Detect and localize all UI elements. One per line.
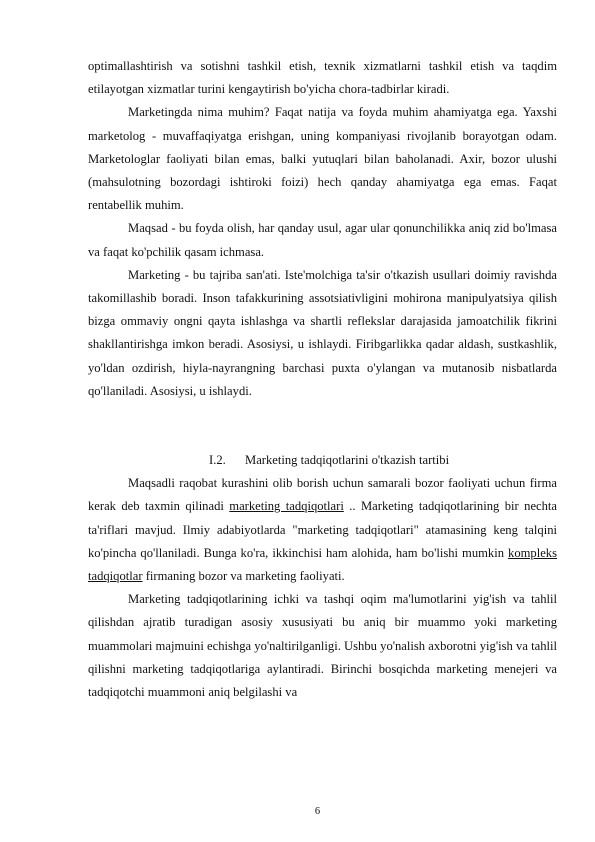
paragraph-text: Maqsadli raqobat kurashini olib borish uchun samarali bozor faoliyati uchun firma kerak deb taxmin qilinadi (88, 476, 557, 514)
paragraph-marketing-importance: Marketingda nima muhim? Faqat natija va foyda muhim ahamiyatga ega. Yaxshi marketolog - muvaffaqiyatga erishgan, uning kompaniyasi rivojlanib borayotgan odam. Marketologlar faoliyati bilan emas, balki yutuqlari bilan baholanadi. Axir, bozor ulushi (mahsulotning bozordagi ishtiroki foizi) hech qanday ahamiyatga ega emas. Faqat rentabellik muhim. (88, 105, 557, 213)
document-body (88, 55, 557, 704)
section-spacer (88, 403, 557, 449)
paragraph-continuation: optimallashtirish va sotishni tashkil etish, texnik xizmatlarni tashkil etish va taqdim etilayotgan xizmatlar turini kengaytirish bo'yicha chora-tadbirlar kiradi. (88, 59, 557, 97)
paragraph-research-feature: Marketing tadqiqotlarining ichki va tashqi oqim ma'lumotlarini yig'ish va tahlil qilishdan ajratib turadigan asosiy xususiyati bu aniq bir muammo yoki marketing muammolari majmuini echishga yo'naltirilganligi. Ushbu yo'nalish axborotni yig'ish va tahlil qilishni marketing tadqiqotlariga aylantiradi. Birinchi bosqichda marketing menejeri va tadqiqotchi muammoni aniq belgilashi va (88, 592, 557, 700)
paragraph-marketing-art: Marketing - bu tajriba san'ati. Iste'molchiga ta'sir o'tkazish usullari doimiy ravishda takomillashib boradi. Inson tafakkurining assotsiativligini mohirona manipulyatsiya qilish bizga ommaviy ongni qayta ishlashga va shartli reflekslar darajasida jamoatchilik fikrini shakllantirishga imkon beradi. Asosiysi, u ishlaydi. Firibgarlikka qadar aldash, sustkashlik, yo'ldan ozdirish, hiyla-nayrangning barchasi puxta o'ylangan va mutanosib nisbatlarda qo'llaniladi. Asosiysi, u ishlaydi. (88, 267, 557, 398)
page-number: 6 (314, 806, 321, 817)
paragraph-research-definition (88, 472, 557, 588)
link-complex-research[interactable]: kompleks tadqiqotlar (88, 545, 557, 584)
section-title: Marketing tadqiqotlarini o'tkazish tartibi (245, 453, 450, 468)
paragraph-text: .. Marketing tadqiqotlarining bir nechta ta'riflari mavjud. Ilmiy adabiyotlarda "marketing tadqiqotlari" atamasining keng talqini ko'pincha qo'llaniladi. Bunga ko'ra, ikkinchisi ham alohida, ham bo'lishi mumkin (88, 499, 558, 560)
paragraph-goal: Maqsad - bu foyda olish, har qanday usul, agar ular qonunchilikka aniq zid bo'lmasa va faqat ko'pchilik qasam ichmasa. (88, 221, 557, 259)
link-marketing-research[interactable]: marketing tadqiqotlari (229, 499, 344, 514)
section-heading (88, 449, 557, 472)
paragraph-text: firmaning bozor va marketing faoliyati. (142, 569, 345, 584)
section-number: I.2. (209, 453, 226, 468)
